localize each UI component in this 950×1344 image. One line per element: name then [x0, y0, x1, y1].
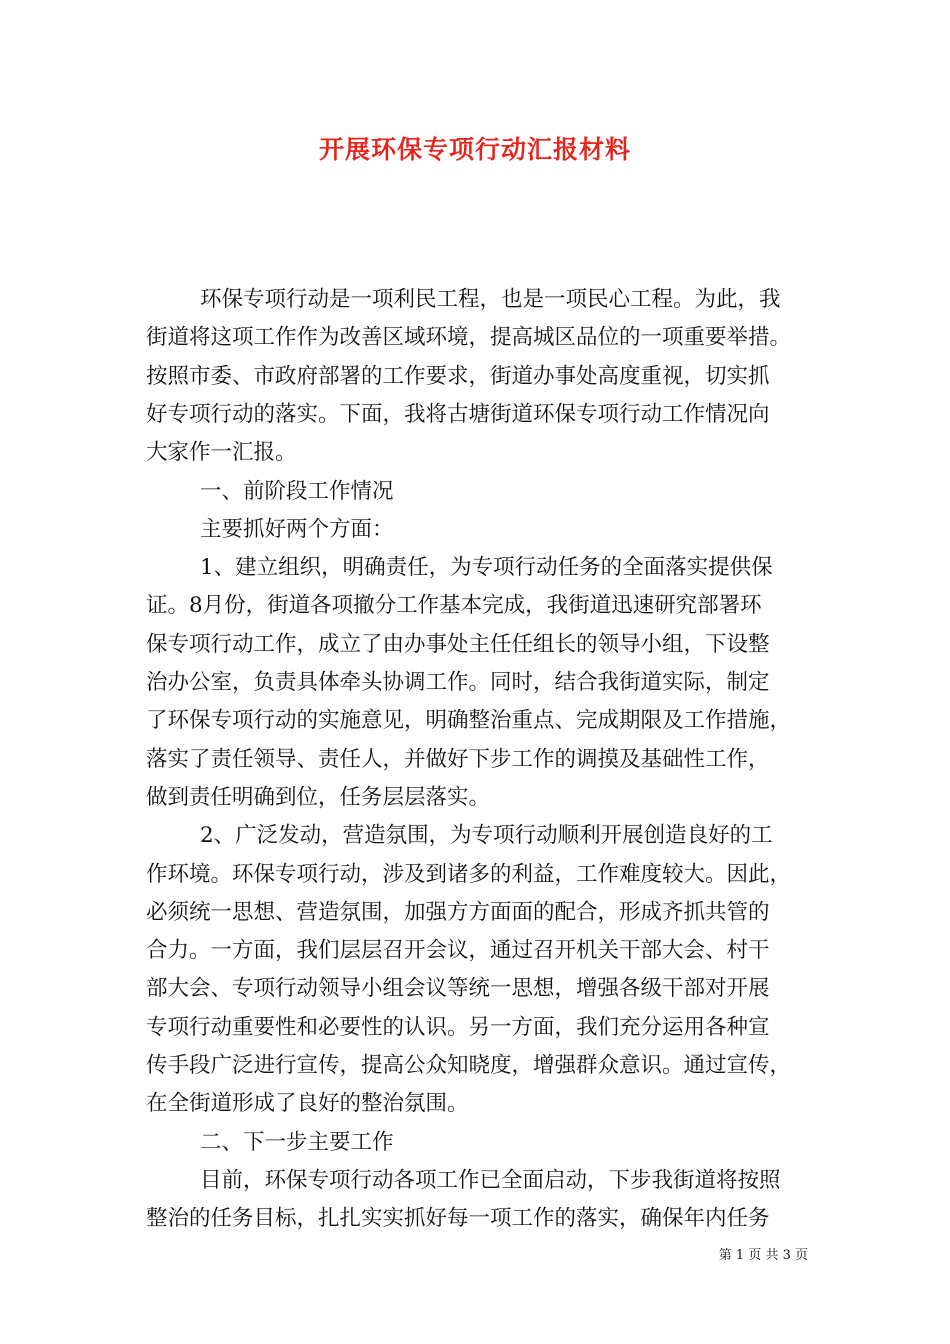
text-line: 做到责任明确到位，任务层层落实。 — [146, 784, 491, 810]
document-title: 开展环保专项行动汇报材料 — [318, 135, 631, 164]
section-heading: 二、下一步主要工作 — [200, 1129, 394, 1155]
text-line: 落实了责任领导、责任人，并做好下步工作的调摸及基础性工作， — [146, 746, 770, 772]
text-line: 了环保专项行动的实施意见，明确整治重点、完成期限及工作措施， — [146, 708, 792, 734]
text-line: 证。8月份，街道各项撤分工作基本完成，我街道迅速研究部署环 — [146, 593, 762, 619]
text-line: 在全街道形成了良好的整治氛围。 — [146, 1091, 469, 1117]
text-line: 传手段广泛进行宣传，提高公众知晓度，增强群众意识。通过宣传， — [146, 1053, 792, 1078]
page-number: 第 1 页 共 3 页 — [718, 1248, 808, 1263]
text-line: 保专项行动工作，成立了由办事处主任任组长的领导小组，下设整 — [146, 631, 770, 657]
text-line: 街道将这项工作作为改善区域环境，提高城区品位的一项重要举措。 — [146, 325, 792, 351]
text-line: 必须统一思想、营造氛围，加强方方面面的配合，形成齐抓共管的 — [146, 899, 770, 925]
text-line: 专项行动重要性和必要性的认识。另一方面，我们充分运用各种宣 — [146, 1014, 770, 1040]
text-line: 目前，环保专项行动各项工作已全面启动，下步我街道将按照 — [200, 1167, 781, 1193]
text-line: 大家作一汇报。 — [146, 440, 297, 466]
text-line: 部大会、专项行动领导小组会议等统一思想，增强各级干部对开展 — [146, 976, 770, 1002]
text-line: 1、建立组织，明确责任，为专项行动任务的全面落实提供保 — [200, 555, 773, 581]
section-heading: 一、前阶段工作情况 — [200, 478, 394, 504]
text-line: 整治的任务目标，扎扎实实抓好每一项工作的落实，确保年内任务 — [146, 1206, 770, 1232]
text-line: 2、广泛发动，营造氛围，为专项行动顺利开展创造良好的工 — [200, 823, 773, 849]
text-line: 按照市委、市政府部署的工作要求，街道办事处高度重视，切实抓 — [146, 363, 770, 389]
text-line: 治办公室，负责具体牵头协调工作。同时，结合我街道实际，制定 — [146, 670, 770, 695]
text-line: 好专项行动的落实。下面，我将古塘街道环保专项行动工作情况向 — [146, 401, 770, 427]
text-line: 作环境。环保专项行动，涉及到诸多的利益，工作难度较大。因此， — [146, 861, 792, 887]
text-line: 合力。一方面，我们层层召开会议，通过召开机关干部大会、村干 — [146, 938, 770, 964]
text-line: 环保专项行动是一项利民工程，也是一项民心工程。为此，我 — [200, 287, 781, 312]
text-line: 主要抓好两个方面： — [200, 516, 394, 542]
